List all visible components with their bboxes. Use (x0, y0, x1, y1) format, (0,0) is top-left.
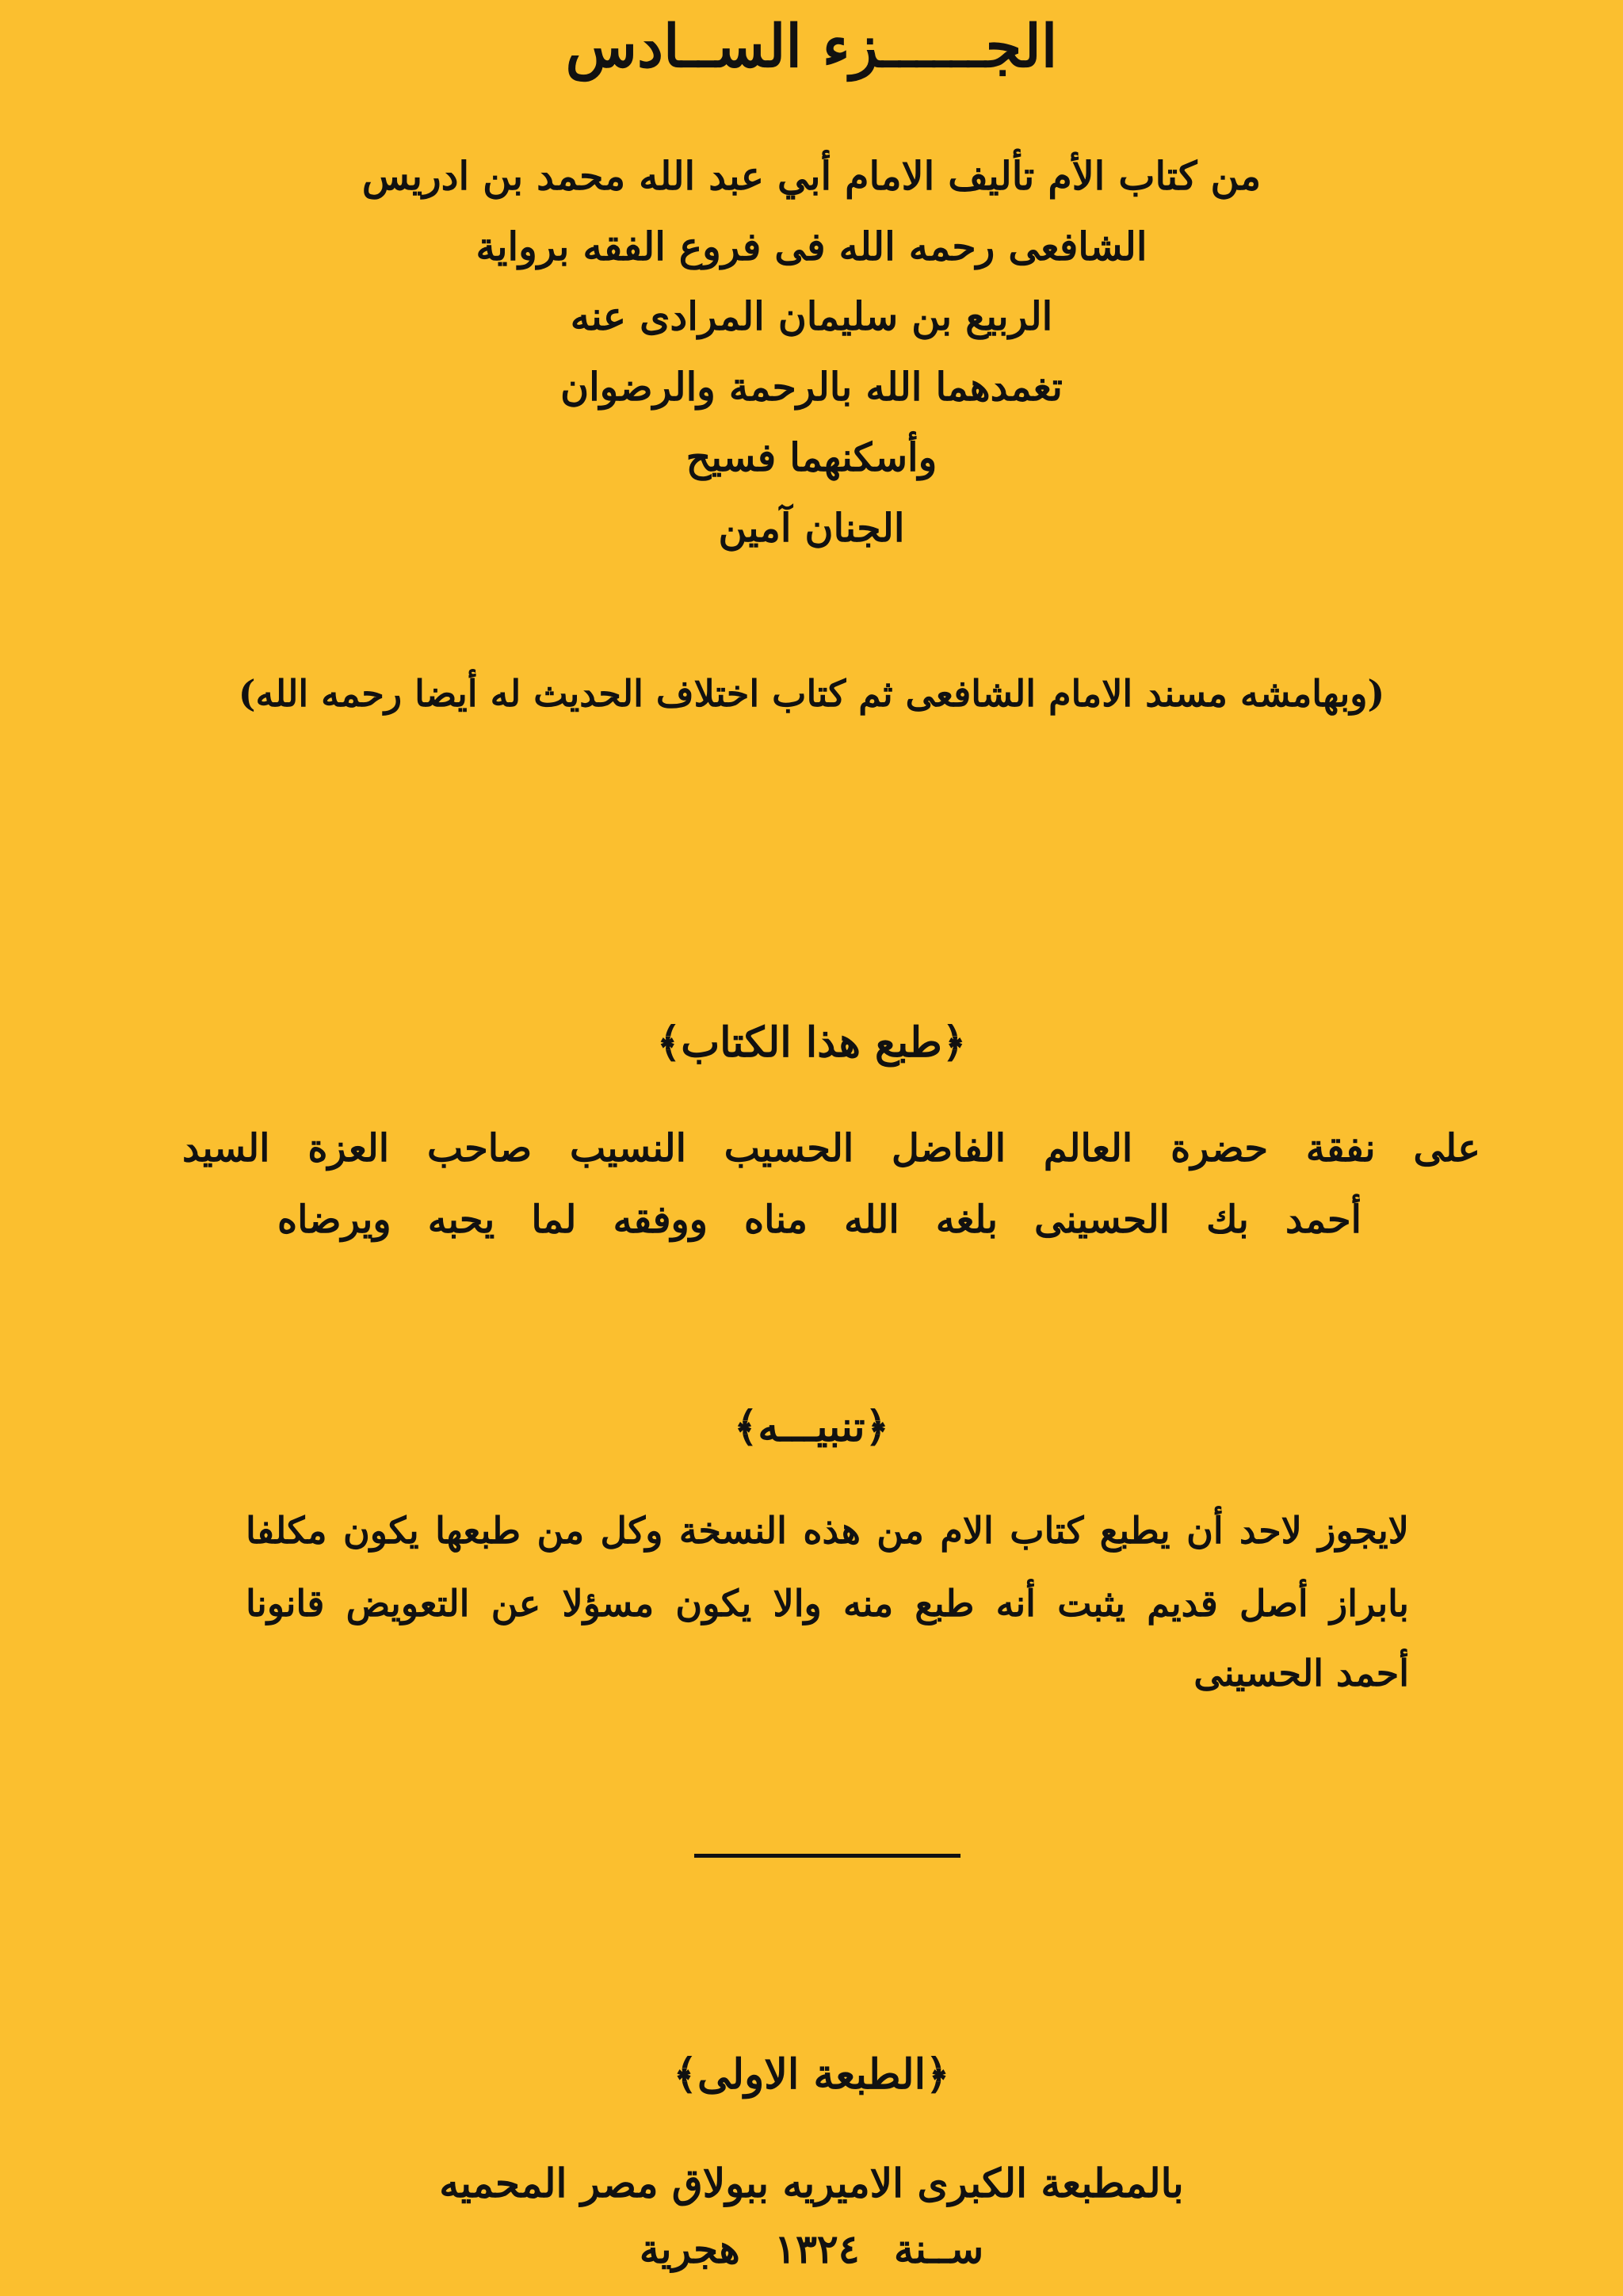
title-line-5: وأسكنهما فسيح (685, 434, 938, 480)
title-line-4: تغمدهما الله بالرحمة والرضوان (560, 364, 1063, 410)
volume-title: الجــــــزء الســادس (565, 13, 1058, 81)
edition-heading: ﴿الطبعة الاولى﴾ (673, 2050, 950, 2099)
title-line-2: الشافعى رحمه الله فى فروع الفقه برواية (475, 223, 1148, 269)
notice-heading: ﴿تنبيـــه﴾ (733, 1403, 890, 1451)
printer-line: بالمطبعة الكبرى الاميريه ببولاق مصر المحميه (439, 2160, 1184, 2206)
year-line: ســنة ١٣٢٤ هجرية (639, 2225, 984, 2272)
sponsor-line-1: على نفقة حضرة العالم الفاضل الحسيب النسيب صاحب العزة السيد (182, 1126, 1480, 1171)
notice-line-1: لايجوز لاحد أن يطبع كتاب الام من هذه النسخة وكل من طبعها يكون مكلفا (246, 1509, 1409, 1552)
title-line-3: الربيع بن سليمان المرادى عنه (570, 293, 1053, 339)
title-line-1: من كتاب الأم تأليف الامام أبي عبد الله محمد بن ادريس (361, 153, 1262, 199)
sponsor-line-2: أحمد بك الحسينى بلغه الله مناه ووفقه لما يحبه ويرضاه (277, 1198, 1361, 1242)
divider-rule (694, 1854, 960, 1858)
notice-line-2: بابراز أصل قديم يثبت أنه طبع منه والا يكون مسؤلا عن التعويض قانونا (246, 1582, 1409, 1625)
notice-signature: أحمد الحسينى (1193, 1652, 1409, 1694)
margin-note: (وبهامشه مسند الامام الشافعى ثم كتاب اختلاف الحديث له أيضا رحمه الله) (238, 672, 1385, 715)
title-line-6: الجنان آمين (718, 505, 905, 551)
printed-heading: ﴿طبع هذا الكتاب﴾ (656, 1018, 967, 1067)
